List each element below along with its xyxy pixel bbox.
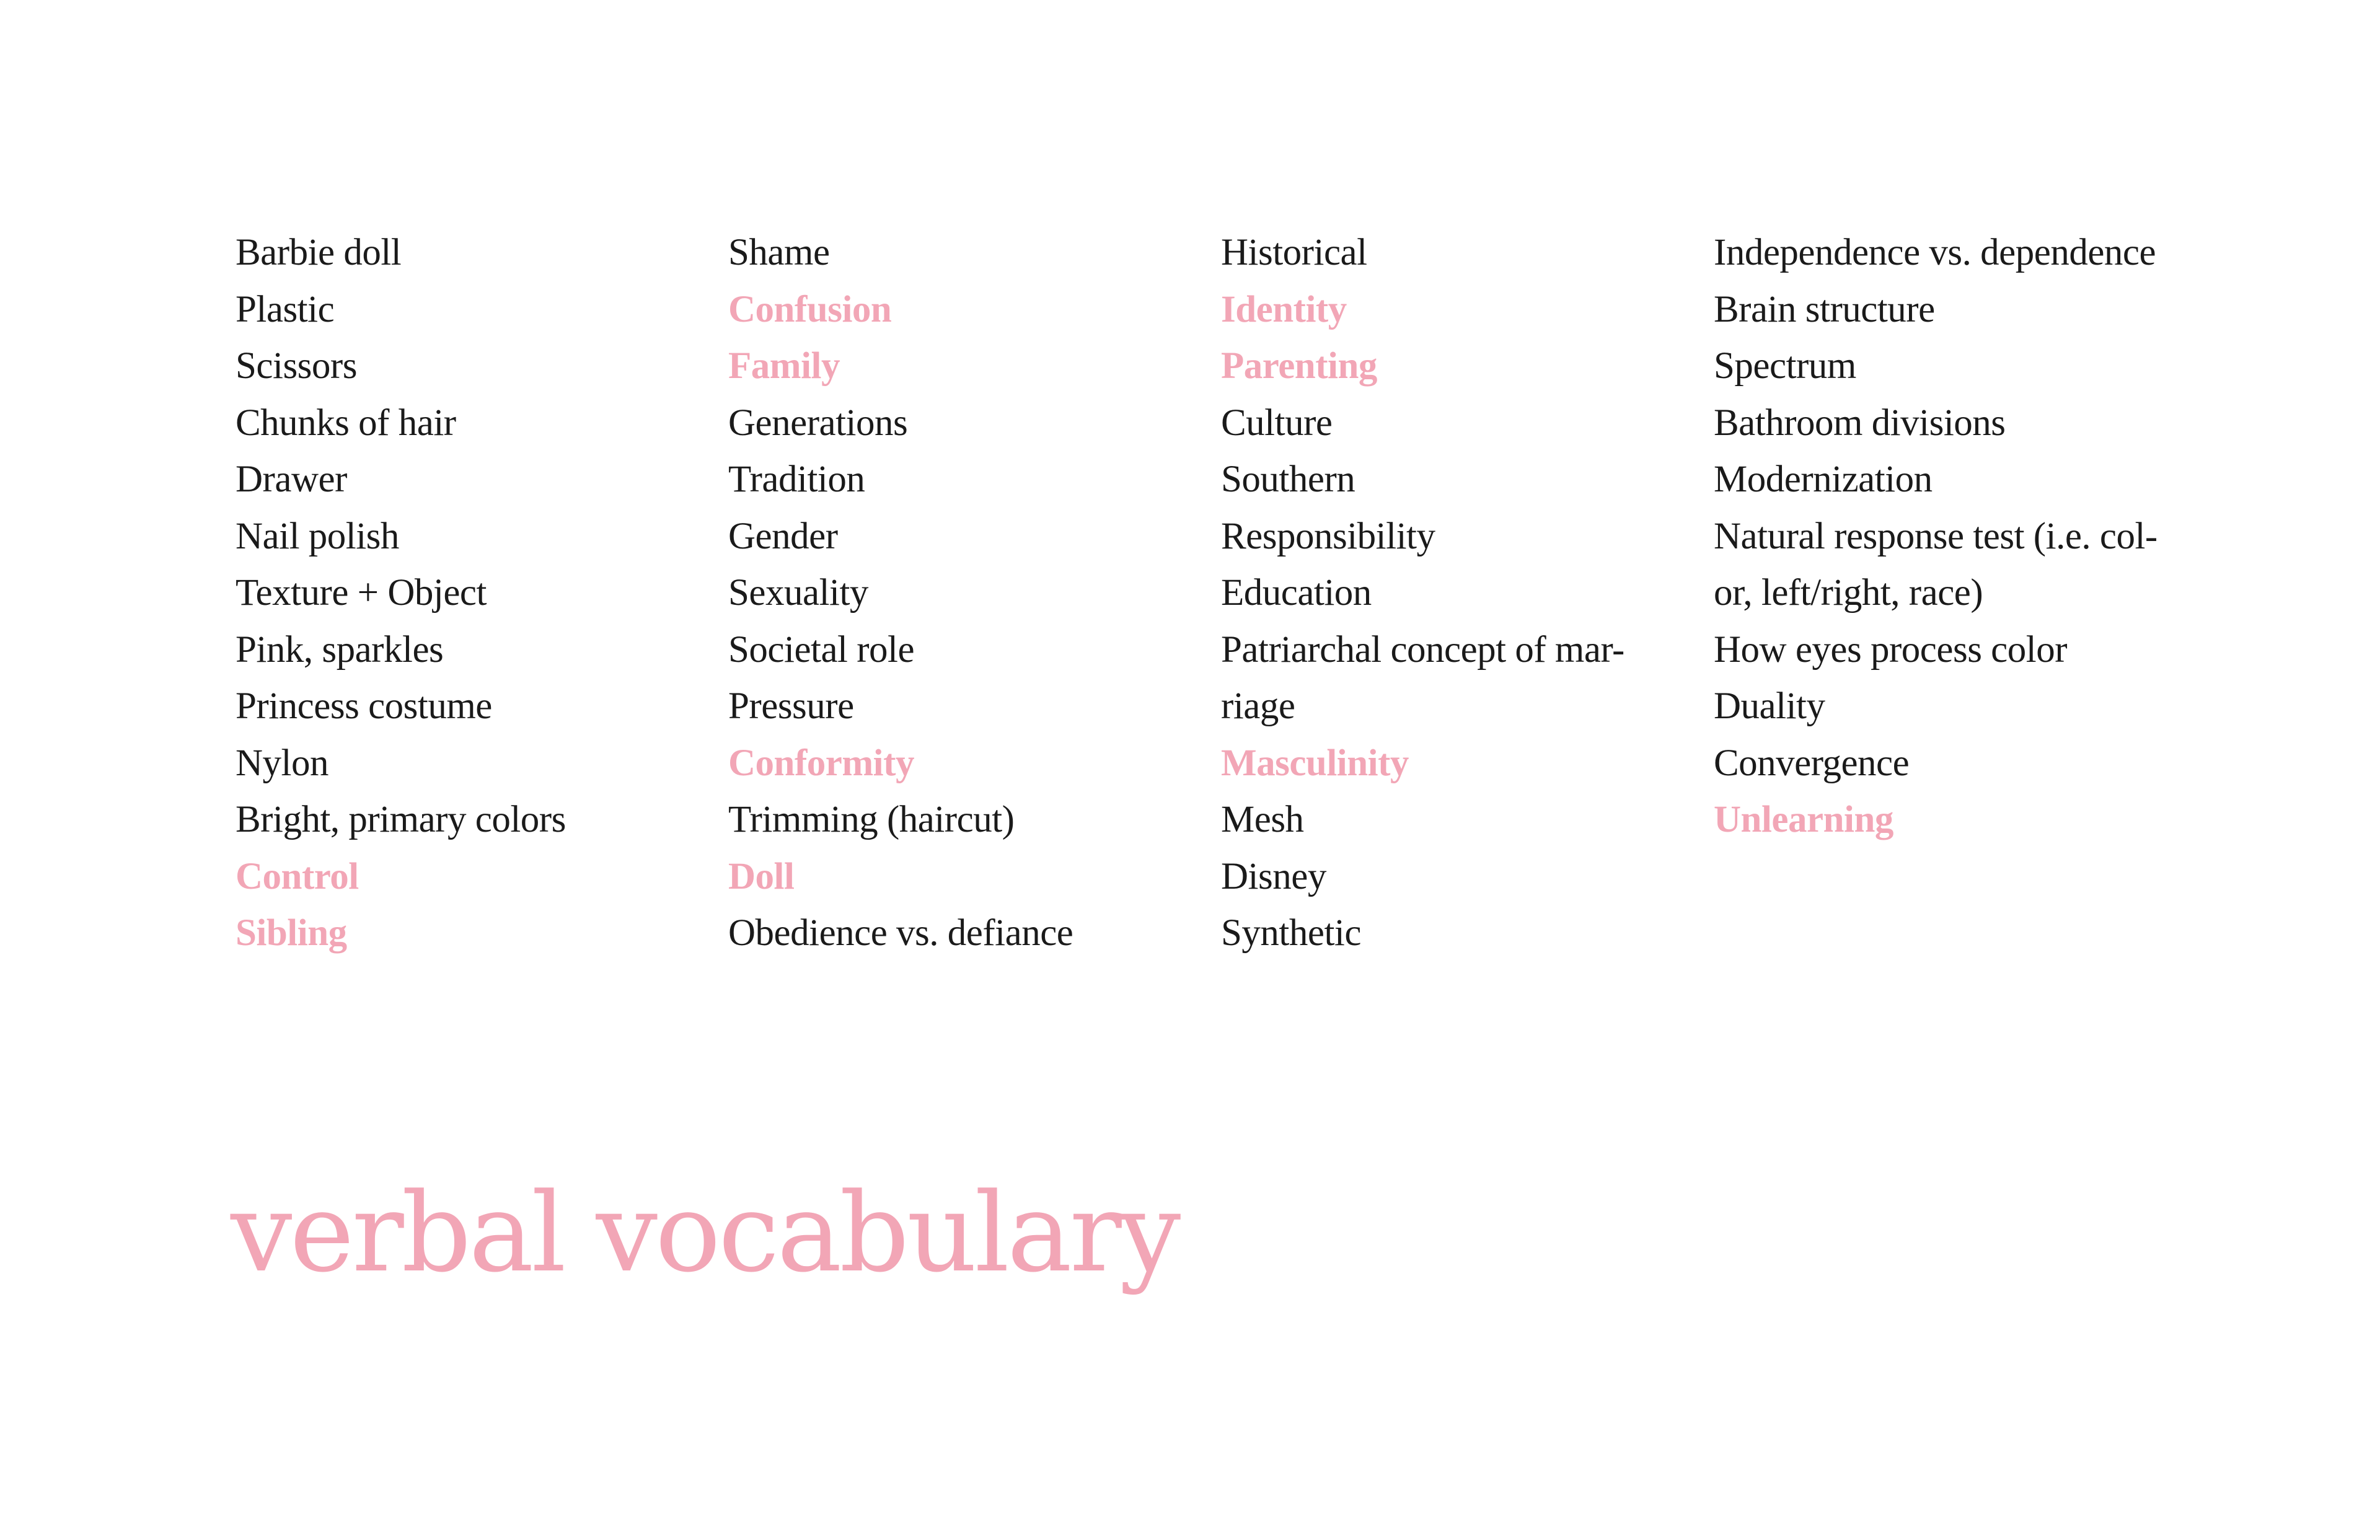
vocabulary-term: Pink, sparkles	[236, 628, 444, 671]
vocabulary-columns	[236, 224, 2219, 980]
vocabulary-term: Nail polish	[236, 515, 399, 557]
vocabulary-term-highlighted: Family	[728, 345, 840, 387]
vocabulary-term: Responsibility	[1221, 515, 1435, 557]
vocabulary-term-highlighted: Masculinity	[1221, 742, 1409, 784]
vocabulary-term: Duality	[1714, 685, 1825, 727]
vocabulary-term: Education	[1221, 572, 1372, 614]
vocabulary-term: or, left/right, race)	[1714, 572, 1983, 614]
vocabulary-term-highlighted: Conformity	[728, 742, 914, 784]
vocabulary-term: Brain structure	[1714, 288, 1935, 330]
vocabulary-term: Gender	[728, 515, 838, 557]
vocabulary-term: Patriarchal concept of mar-	[1221, 628, 1624, 671]
vocabulary-term: Spectrum	[1714, 345, 1856, 387]
vocabulary-term: Culture	[1221, 402, 1333, 444]
vocabulary-term: Generations	[728, 402, 908, 444]
vocabulary-term: Chunks of hair	[236, 402, 456, 444]
vocabulary-term: How eyes process color	[1714, 628, 2068, 671]
vocabulary-term: Mesh	[1221, 799, 1304, 840]
vocabulary-term: Southern	[1221, 459, 1355, 500]
vocabulary-term: Drawer	[236, 459, 347, 500]
vocabulary-term: Sexuality	[728, 572, 868, 614]
vocabulary-term: Plastic	[236, 288, 335, 330]
vocabulary-term: Modernization	[1714, 459, 1933, 500]
vocabulary-term: Historical	[1221, 232, 1367, 273]
vocabulary-term: Disney	[1221, 855, 1326, 897]
vocabulary-term: Nylon	[236, 742, 328, 784]
vocabulary-term: Pressure	[728, 685, 854, 727]
vocabulary-column-3	[1221, 224, 1624, 962]
vocabulary-column-2	[728, 224, 1073, 962]
vocabulary-term: Synthetic	[1221, 912, 1361, 954]
vocabulary-term: Convergence	[1714, 742, 1910, 784]
vocabulary-term-highlighted: Unlearning	[1714, 799, 1893, 840]
vocabulary-term-highlighted: Identity	[1221, 288, 1347, 330]
vocabulary-term: Obedience vs. defiance	[728, 912, 1073, 954]
vocabulary-term: Scissors	[236, 345, 357, 387]
vocabulary-term: Bright, primary colors	[236, 799, 566, 840]
vocabulary-term: Shame	[728, 232, 830, 273]
vocabulary-term-highlighted: Control	[236, 855, 359, 897]
vocabulary-term: Bathroom divisions	[1714, 402, 2006, 444]
vocabulary-term: Barbie doll	[236, 232, 402, 273]
page-title: verbal vocabulary	[231, 1169, 1179, 1296]
vocabulary-term-highlighted: Parenting	[1221, 345, 1377, 387]
vocabulary-term: Tradition	[728, 459, 865, 500]
vocabulary-term-highlighted: Confusion	[728, 288, 892, 330]
vocabulary-term: Natural response test (i.e. col-	[1714, 515, 2157, 557]
vocabulary-column-1	[236, 224, 566, 962]
vocabulary-term-highlighted: Doll	[728, 855, 795, 897]
vocabulary-term-highlighted: Sibling	[236, 912, 347, 954]
vocabulary-term: Independence vs. dependence	[1714, 232, 2156, 273]
vocabulary-term: Texture + Object	[236, 572, 487, 614]
vocabulary-term: Trimming (haircut)	[728, 799, 1015, 840]
vocabulary-term: Societal role	[728, 628, 915, 671]
vocabulary-term: riage	[1221, 685, 1295, 727]
vocabulary-term: Princess costume	[236, 685, 492, 727]
vocabulary-column-4	[1714, 224, 2157, 848]
